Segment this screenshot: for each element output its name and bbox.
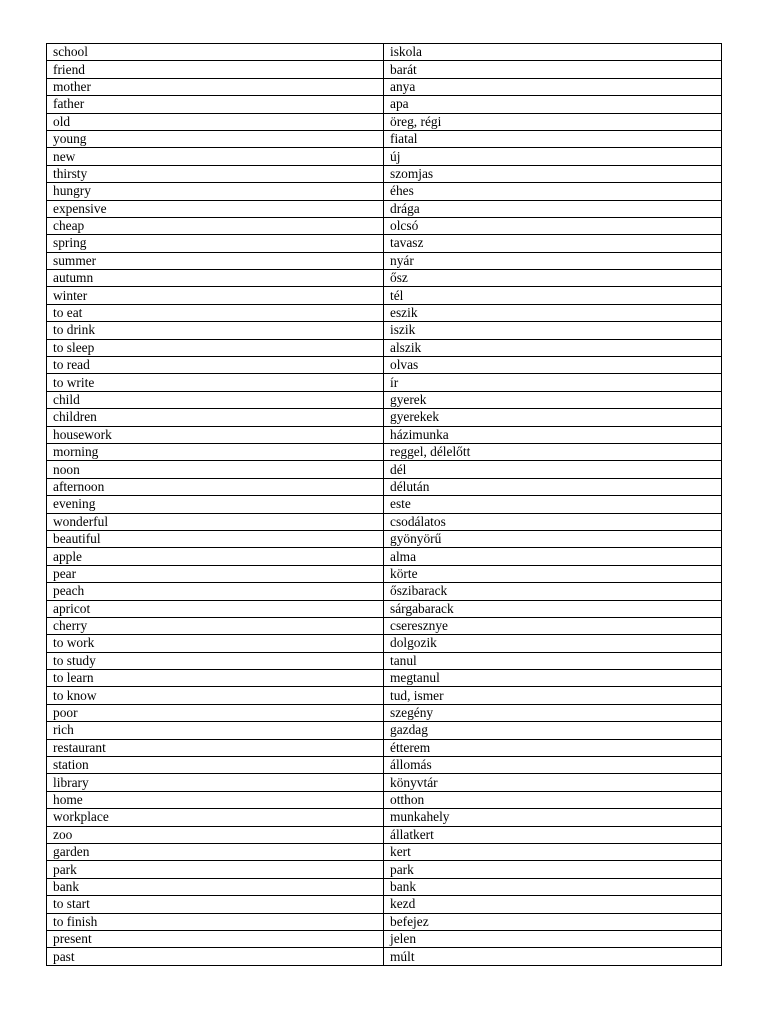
hungarian-word-cell: dolgozik	[384, 635, 722, 652]
english-word-cell: children	[47, 409, 384, 426]
table-row	[47, 130, 722, 147]
hungarian-word-cell: múlt	[384, 948, 722, 965]
table-row	[47, 496, 722, 513]
english-word-cell: morning	[47, 443, 384, 460]
english-word-cell: hungry	[47, 183, 384, 200]
hungarian-word-cell: park	[384, 861, 722, 878]
english-word-cell: cheap	[47, 217, 384, 234]
english-word-cell: restaurant	[47, 739, 384, 756]
english-word-cell: peach	[47, 583, 384, 600]
english-word-cell: housework	[47, 426, 384, 443]
table-row	[47, 78, 722, 95]
table-row	[47, 148, 722, 165]
hungarian-word-cell: dél	[384, 461, 722, 478]
hungarian-word-cell: befejez	[384, 913, 722, 930]
table-row	[47, 930, 722, 947]
table-row	[47, 635, 722, 652]
hungarian-word-cell: őszibarack	[384, 583, 722, 600]
hungarian-word-cell: tavasz	[384, 235, 722, 252]
hungarian-word-cell: ír	[384, 374, 722, 391]
table-row	[47, 61, 722, 78]
english-word-cell: thirsty	[47, 165, 384, 182]
english-word-cell: rich	[47, 722, 384, 739]
hungarian-word-cell: gyönyörű	[384, 530, 722, 547]
table-row	[47, 722, 722, 739]
table-row	[47, 461, 722, 478]
table-row	[47, 304, 722, 321]
hungarian-word-cell: este	[384, 496, 722, 513]
hungarian-word-cell: alszik	[384, 339, 722, 356]
hungarian-word-cell: iszik	[384, 322, 722, 339]
table-row	[47, 687, 722, 704]
table-row	[47, 478, 722, 495]
table-row	[47, 791, 722, 808]
english-word-cell: evening	[47, 496, 384, 513]
table-row	[47, 530, 722, 547]
table-row	[47, 44, 722, 61]
english-word-cell: workplace	[47, 809, 384, 826]
hungarian-word-cell: anya	[384, 78, 722, 95]
hungarian-word-cell: barát	[384, 61, 722, 78]
hungarian-word-cell: tél	[384, 287, 722, 304]
english-word-cell: past	[47, 948, 384, 965]
table-row	[47, 600, 722, 617]
hungarian-word-cell: körte	[384, 565, 722, 582]
hungarian-word-cell: drága	[384, 200, 722, 217]
english-word-cell: to work	[47, 635, 384, 652]
hungarian-word-cell: új	[384, 148, 722, 165]
english-word-cell: park	[47, 861, 384, 878]
english-word-cell: friend	[47, 61, 384, 78]
english-word-cell: zoo	[47, 826, 384, 843]
table-row	[47, 200, 722, 217]
hungarian-word-cell: gyerekek	[384, 409, 722, 426]
table-row	[47, 843, 722, 860]
english-word-cell: apricot	[47, 600, 384, 617]
table-row	[47, 826, 722, 843]
hungarian-word-cell: könyvtár	[384, 774, 722, 791]
english-word-cell: poor	[47, 704, 384, 721]
english-word-cell: mother	[47, 78, 384, 95]
table-row	[47, 235, 722, 252]
table-row	[47, 252, 722, 269]
english-word-cell: father	[47, 96, 384, 113]
hungarian-word-cell: éhes	[384, 183, 722, 200]
table-row	[47, 548, 722, 565]
hungarian-word-cell: nyár	[384, 252, 722, 269]
english-word-cell: cherry	[47, 617, 384, 634]
table-row	[47, 322, 722, 339]
english-word-cell: summer	[47, 252, 384, 269]
vocabulary-table	[46, 43, 722, 966]
hungarian-word-cell: apa	[384, 96, 722, 113]
hungarian-word-cell: öreg, régi	[384, 113, 722, 130]
hungarian-word-cell: fiatal	[384, 130, 722, 147]
table-row	[47, 583, 722, 600]
english-word-cell: to eat	[47, 304, 384, 321]
english-word-cell: to study	[47, 652, 384, 669]
english-word-cell: to start	[47, 896, 384, 913]
hungarian-word-cell: otthon	[384, 791, 722, 808]
english-word-cell: to drink	[47, 322, 384, 339]
table-row	[47, 878, 722, 895]
english-word-cell: library	[47, 774, 384, 791]
table-row	[47, 426, 722, 443]
english-word-cell: to finish	[47, 913, 384, 930]
table-row	[47, 617, 722, 634]
english-word-cell: station	[47, 757, 384, 774]
hungarian-word-cell: délután	[384, 478, 722, 495]
hungarian-word-cell: ősz	[384, 270, 722, 287]
english-word-cell: expensive	[47, 200, 384, 217]
table-row	[47, 183, 722, 200]
table-row	[47, 339, 722, 356]
vocabulary-table-body	[47, 44, 722, 966]
hungarian-word-cell: kezd	[384, 896, 722, 913]
table-row	[47, 913, 722, 930]
table-row	[47, 409, 722, 426]
table-row	[47, 391, 722, 408]
table-row	[47, 809, 722, 826]
table-row	[47, 861, 722, 878]
hungarian-word-cell: olvas	[384, 357, 722, 374]
table-row	[47, 443, 722, 460]
table-row	[47, 513, 722, 530]
hungarian-word-cell: megtanul	[384, 670, 722, 687]
hungarian-word-cell: sárgabarack	[384, 600, 722, 617]
table-row	[47, 217, 722, 234]
table-row	[47, 287, 722, 304]
english-word-cell: noon	[47, 461, 384, 478]
english-word-cell: young	[47, 130, 384, 147]
english-word-cell: child	[47, 391, 384, 408]
hungarian-word-cell: reggel, délelőtt	[384, 443, 722, 460]
table-row	[47, 165, 722, 182]
table-row	[47, 948, 722, 965]
english-word-cell: to sleep	[47, 339, 384, 356]
hungarian-word-cell: tud, ismer	[384, 687, 722, 704]
english-word-cell: garden	[47, 843, 384, 860]
english-word-cell: beautiful	[47, 530, 384, 547]
english-word-cell: bank	[47, 878, 384, 895]
english-word-cell: to read	[47, 357, 384, 374]
hungarian-word-cell: tanul	[384, 652, 722, 669]
hungarian-word-cell: gyerek	[384, 391, 722, 408]
english-word-cell: to know	[47, 687, 384, 704]
table-row	[47, 270, 722, 287]
table-row	[47, 565, 722, 582]
english-word-cell: to write	[47, 374, 384, 391]
hungarian-word-cell: cseresznye	[384, 617, 722, 634]
hungarian-word-cell: gazdag	[384, 722, 722, 739]
hungarian-word-cell: házimunka	[384, 426, 722, 443]
english-word-cell: apple	[47, 548, 384, 565]
hungarian-word-cell: étterem	[384, 739, 722, 756]
table-row	[47, 739, 722, 756]
hungarian-word-cell: csodálatos	[384, 513, 722, 530]
table-row	[47, 670, 722, 687]
table-row	[47, 96, 722, 113]
table-row	[47, 652, 722, 669]
english-word-cell: afternoon	[47, 478, 384, 495]
table-row	[47, 704, 722, 721]
document-page	[46, 43, 721, 966]
english-word-cell: present	[47, 930, 384, 947]
hungarian-word-cell: állatkert	[384, 826, 722, 843]
hungarian-word-cell: iskola	[384, 44, 722, 61]
hungarian-word-cell: eszik	[384, 304, 722, 321]
hungarian-word-cell: bank	[384, 878, 722, 895]
english-word-cell: new	[47, 148, 384, 165]
table-row	[47, 374, 722, 391]
table-row	[47, 774, 722, 791]
hungarian-word-cell: olcsó	[384, 217, 722, 234]
hungarian-word-cell: állomás	[384, 757, 722, 774]
english-word-cell: autumn	[47, 270, 384, 287]
english-word-cell: to learn	[47, 670, 384, 687]
hungarian-word-cell: szegény	[384, 704, 722, 721]
english-word-cell: home	[47, 791, 384, 808]
english-word-cell: pear	[47, 565, 384, 582]
english-word-cell: old	[47, 113, 384, 130]
hungarian-word-cell: szomjas	[384, 165, 722, 182]
english-word-cell: winter	[47, 287, 384, 304]
english-word-cell: wonderful	[47, 513, 384, 530]
table-row	[47, 357, 722, 374]
table-row	[47, 757, 722, 774]
hungarian-word-cell: munkahely	[384, 809, 722, 826]
hungarian-word-cell: kert	[384, 843, 722, 860]
hungarian-word-cell: alma	[384, 548, 722, 565]
table-row	[47, 113, 722, 130]
english-word-cell: school	[47, 44, 384, 61]
hungarian-word-cell: jelen	[384, 930, 722, 947]
table-row	[47, 896, 722, 913]
english-word-cell: spring	[47, 235, 384, 252]
